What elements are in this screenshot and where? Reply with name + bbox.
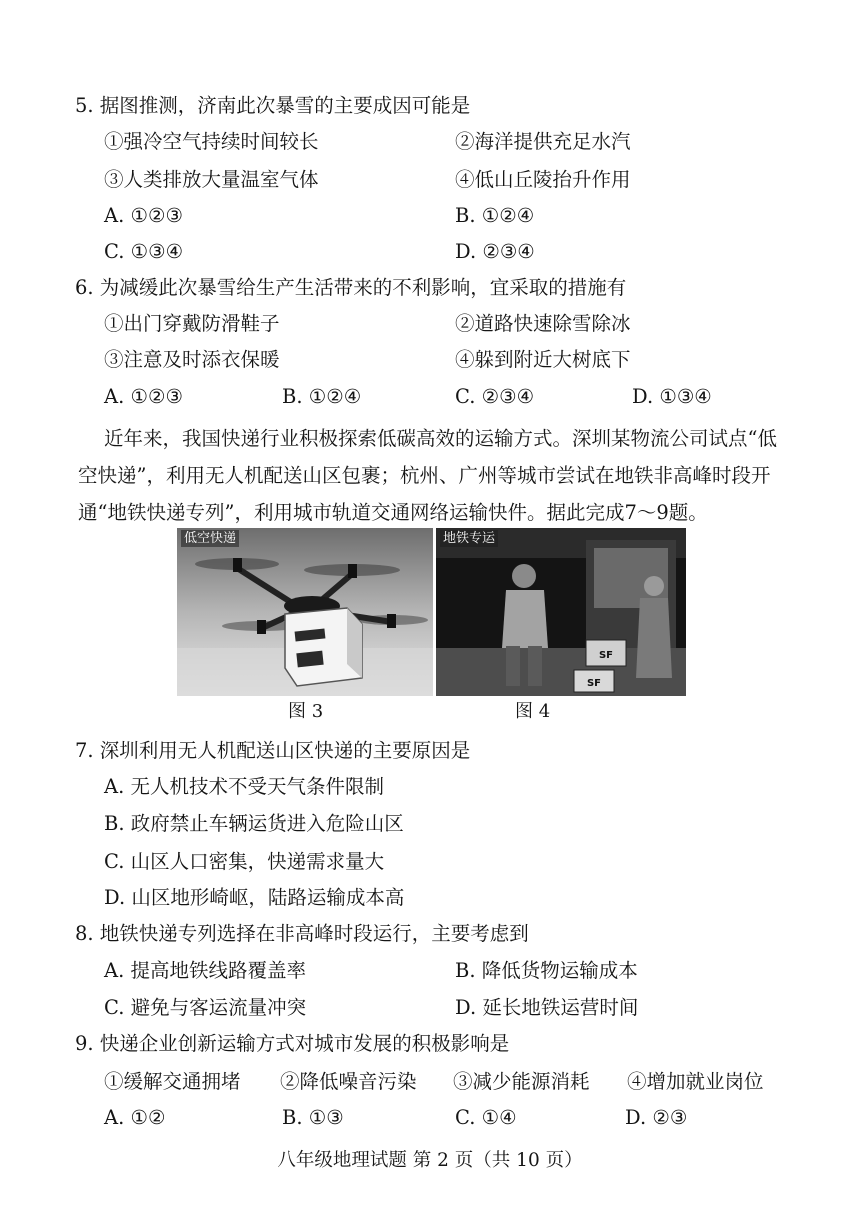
q7-stem: 7. 深圳利用无人机配送山区快递的主要原因是	[75, 739, 471, 762]
drone-illustration	[177, 528, 433, 696]
q6-option-c: C. ②③④	[455, 385, 535, 408]
figure-4-caption: 图 4	[515, 701, 551, 722]
passage-line-1: 近年来，我国快递行业积极探索低碳高效的运输方式。深圳某物流公司试点“低	[104, 427, 777, 450]
q9-option-b: B. ①③	[282, 1106, 344, 1129]
q6-option-a: A. ①②③	[104, 385, 183, 408]
q8-option-d: D. 延长地铁运营时间	[455, 996, 639, 1019]
q5-option-b: B. ①②④	[455, 204, 535, 227]
q9-option-a: A. ①②	[104, 1106, 166, 1129]
sf-box-label-2: SF	[586, 678, 602, 689]
q7-option-a: A. 无人机技术不受天气条件限制	[104, 775, 384, 798]
q9-stem: 9. 快递企业创新运输方式对城市发展的积极影响是	[75, 1032, 510, 1055]
q5-option-d: D. ②③④	[455, 240, 535, 263]
q5-statement-2: ②海洋提供充足水汽	[455, 130, 631, 153]
q7-option-d: D. 山区地形崎岖，陆路运输成本高	[104, 886, 405, 909]
subway-illustration	[436, 528, 686, 696]
q6-stem: 6. 为减缓此次暴雪给生产生活带来的不利影响，宜采取的措施有	[75, 276, 627, 299]
q6-statement-3: ③注意及时添衣保暖	[104, 348, 280, 371]
q9-statement-4: ④增加就业岗位	[627, 1070, 764, 1093]
q8-option-c: C. 避免与客运流量冲突	[104, 996, 307, 1019]
q8-option-a: A. 提高地铁线路覆盖率	[104, 959, 306, 982]
q5-statement-4: ④低山丘陵抬升作用	[455, 168, 631, 191]
passage-line-3: 通“地铁快递专列”，利用城市轨道交通网络运输快件。据此完成7～9题。	[78, 501, 708, 524]
q5-option-a: A. ①②③	[104, 204, 183, 227]
q5-option-c: C. ①③④	[104, 240, 184, 263]
figure-4-subway-photo	[436, 528, 686, 696]
figure-3-drone-photo	[177, 528, 433, 696]
q7-option-b: B. 政府禁止车辆运货进入危险山区	[104, 812, 404, 835]
q9-option-c: C. ①④	[455, 1106, 517, 1129]
q8-stem: 8. 地铁快递专列选择在非高峰时段运行，主要考虑到	[75, 922, 529, 945]
q5-stem: 5. 据图推测，济南此次暴雪的主要成因可能是	[75, 94, 471, 117]
q7-option-c: C. 山区人口密集，快递需求量大	[104, 850, 385, 873]
q6-statement-1: ①出门穿戴防滑鞋子	[104, 312, 280, 335]
q9-statement-2: ②降低噪音污染	[280, 1070, 417, 1093]
figure-4-tag: 地铁专运	[440, 530, 498, 547]
passage-line-2: 空快递”，利用无人机配送山区包裹；杭州、广州等城市尝试在地铁非高峰时段开	[78, 464, 771, 487]
page-footer: 八年级地理试题 第 2 页（共 10 页）	[277, 1150, 583, 1171]
figure-3-caption: 图 3	[288, 701, 324, 722]
q6-statement-2: ②道路快速除雪除冰	[455, 312, 631, 335]
q6-statement-4: ④躲到附近大树底下	[455, 348, 631, 371]
q9-statement-3: ③减少能源消耗	[453, 1070, 590, 1093]
q5-statement-1: ①强冷空气持续时间较长	[104, 130, 319, 153]
q9-statement-1: ①缓解交通拥堵	[104, 1070, 241, 1093]
q5-statement-3: ③人类排放大量温室气体	[104, 168, 319, 191]
reading-passage	[78, 420, 778, 531]
q6-option-d: D. ①③④	[632, 385, 712, 408]
q9-option-d: D. ②③	[625, 1106, 688, 1129]
q8-option-b: B. 降低货物运输成本	[455, 959, 638, 982]
figure-3-tag: 低空快递	[181, 530, 239, 547]
sf-box-label-1: SF	[598, 650, 614, 661]
q6-option-b: B. ①②④	[282, 385, 362, 408]
